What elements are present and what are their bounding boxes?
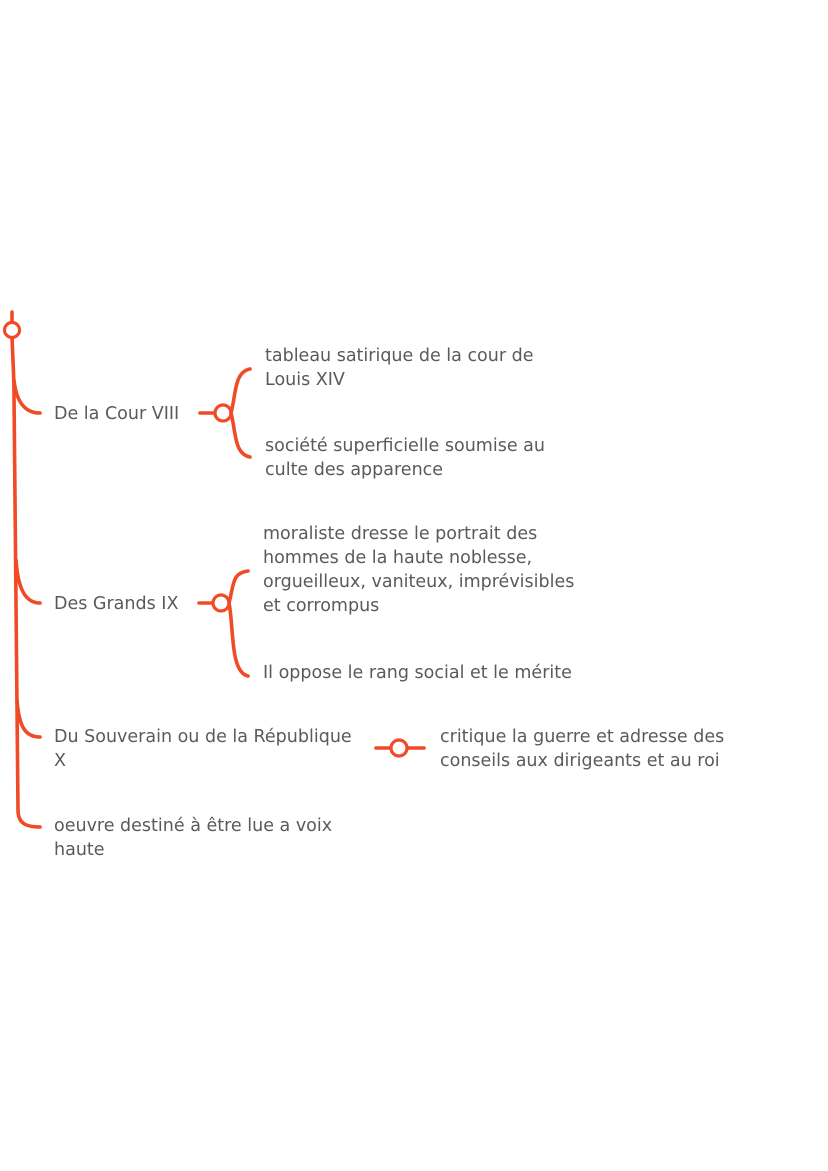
grands-joint-circle[interactable] bbox=[213, 595, 229, 611]
cour-child-2-connector bbox=[231, 413, 250, 457]
cour-child-1-connector bbox=[231, 369, 250, 413]
cour-joint-circle[interactable] bbox=[215, 405, 231, 421]
grands-child-label-1[interactable]: moraliste dresse le portrait des hommes de la haute noblesse, orgueilleux, vaniteux, imprévisibles et corrompus bbox=[263, 524, 575, 616]
root-joint-circle[interactable] bbox=[5, 323, 20, 338]
branch-connector-souverain bbox=[17, 700, 40, 737]
grands-child-label-2[interactable]: Il oppose le rang social et le mérite bbox=[263, 663, 572, 683]
branch-label-oeuvre[interactable]: oeuvre destiné à être lue a voix haute bbox=[54, 816, 333, 860]
souverain-joint-circle[interactable] bbox=[391, 740, 407, 756]
branch-label-cour[interactable]: De la Cour VIII bbox=[54, 404, 180, 424]
cour-child-label-2[interactable]: société superficielle soumise au culte des apparence bbox=[265, 436, 545, 480]
branch-connector-cour bbox=[14, 380, 40, 413]
grands-child-1-connector bbox=[229, 571, 248, 603]
souverain-child-label-1[interactable]: critique la guerre et adresse des conseils aux dirigeants et au roi bbox=[440, 727, 725, 771]
cour-child-label-1[interactable]: tableau satirique de la cour de Louis XIV bbox=[265, 346, 534, 390]
branch-connector-grands bbox=[16, 560, 40, 603]
branch-label-grands[interactable]: Des Grands IX bbox=[54, 594, 179, 614]
branch-label-souverain[interactable]: Du Souverain ou de la République X bbox=[54, 727, 352, 771]
grands-child-2-connector bbox=[229, 603, 248, 676]
